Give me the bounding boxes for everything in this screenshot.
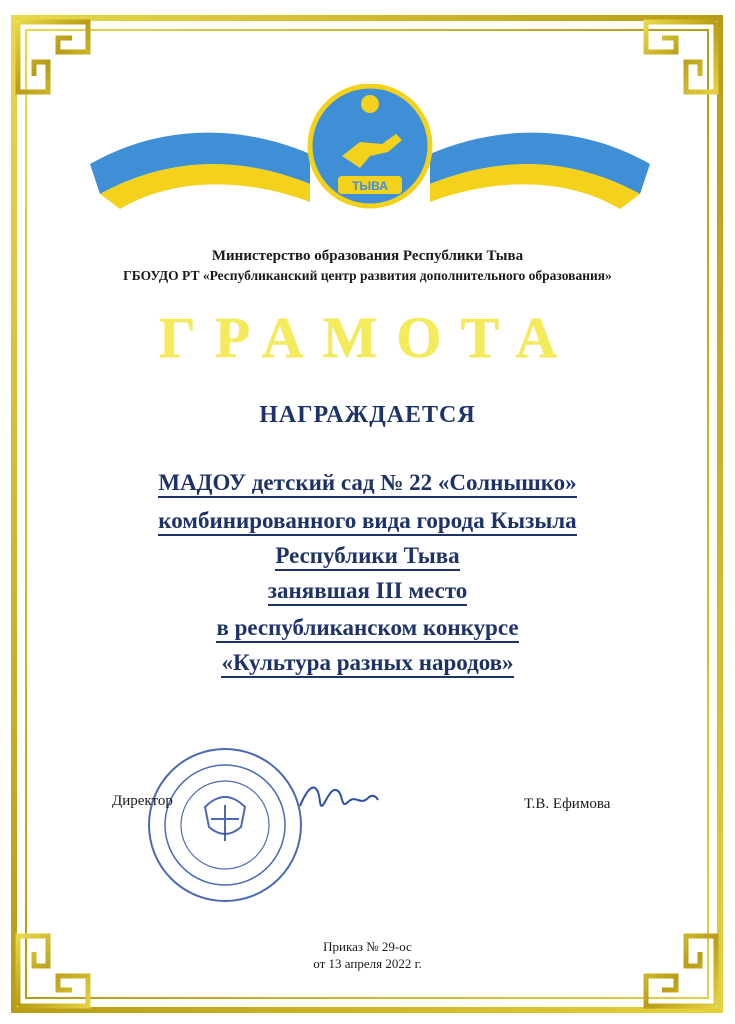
order-number: Приказ № 29-ос <box>323 939 412 954</box>
ministry-heading: Министерство образования Республики Тыва <box>211 248 524 264</box>
tuva-emblem-ribbon <box>80 84 660 214</box>
recipient-line-6: «Культура разных народов» <box>0 650 735 676</box>
order-date: от 13 апреля 2022 г. <box>313 956 422 971</box>
recipient-line-1: МАДОУ детский сад № 22 «Солнышко» <box>0 470 735 496</box>
organization-heading: ГБОУДО РТ «Республиканский центр развития дополнительного образования» <box>123 268 612 283</box>
director-name: Т.В. Ефимова <box>524 796 611 812</box>
svg-text:ТЫВА: ТЫВА <box>352 179 388 193</box>
certificate-title: ГРАМОТА <box>158 305 577 370</box>
recipient-line-4: занявшая III место <box>0 578 735 604</box>
director-label: Директор <box>112 793 173 809</box>
recipient-line-5: в республиканском конкурсе <box>0 615 735 641</box>
handwritten-signature <box>296 776 380 820</box>
official-stamp <box>145 745 305 905</box>
recipient-line-2: комбинированного вида города Кызыла <box>0 508 735 534</box>
award-heading: НАГРАЖДАЕТСЯ <box>259 402 476 428</box>
recipient-line-3: Республики Тыва <box>0 543 735 569</box>
